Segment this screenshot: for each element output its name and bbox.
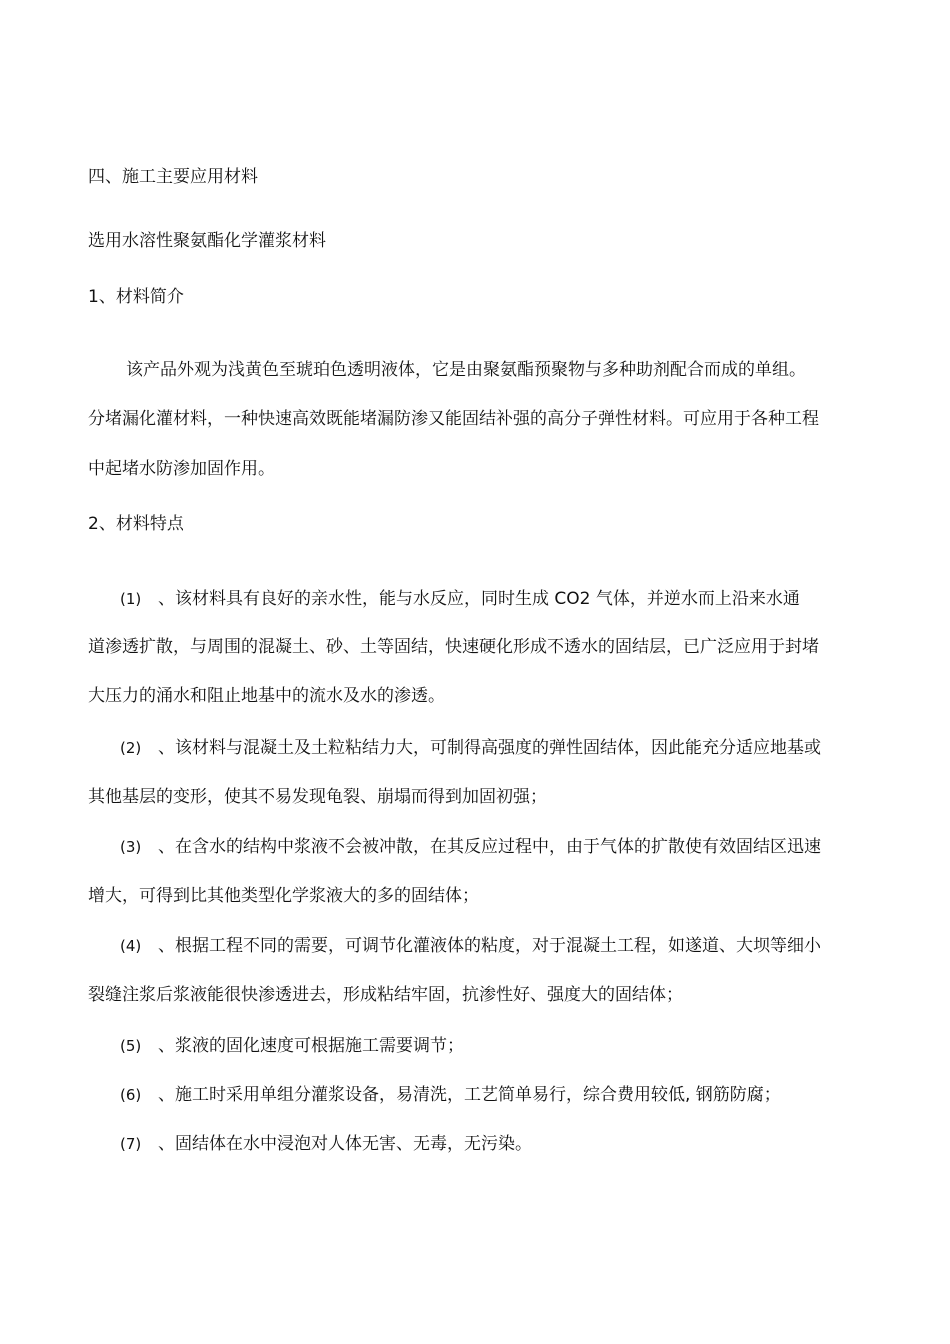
- feature-1-line-3: 大压力的涌水和阻止地基中的流水及水的渗透。: [88, 686, 445, 706]
- feature-text: 、施工时采用单组分灌浆设备，易清洗，工艺简单易行，综合费用较低, 钢筋防腐；: [158, 1085, 781, 1105]
- feature-3-line-2: 增大，可得到比其他类型化学浆液大的多的固结体；: [88, 886, 479, 906]
- feature-text: 、该材料与混凝土及土粒粘结力大，可制得高强度的弹性固结体，因此能充分适应地基或: [158, 738, 821, 758]
- feature-item-6: [120, 1087, 781, 1104]
- feature-item-7: [120, 1136, 532, 1153]
- intro-heading: 1、材料简介: [88, 287, 184, 307]
- feature-1-line-2: 道渗透扩散，与周围的混凝土、砂、土等固结，快速硬化形成不透水的固结层，已广泛应用于封堵: [88, 637, 819, 657]
- feature-number: (5): [120, 1037, 142, 1055]
- feature-item-2: [120, 740, 821, 757]
- section-title: 四、施工主要应用材料: [88, 167, 258, 187]
- feature-text: 、在含水的结构中浆液不会被冲散，在其反应过程中，由于气体的扩散使有效固结区迅速: [158, 837, 821, 857]
- feature-text: 、固结体在水中浸泡对人体无害、无毒，无污染。: [158, 1134, 532, 1154]
- feature-text: 、根据工程不同的需要，可调节化灌液体的粘度，对于混凝土工程，如遂道、大坝等细小: [158, 936, 821, 956]
- material-subtitle: 选用水溶性聚氨酯化学灌浆材料: [88, 231, 326, 251]
- feature-number: (6): [120, 1086, 142, 1104]
- feature-text: 、浆液的固化速度可根据施工需要调节；: [158, 1036, 464, 1056]
- feature-number: (4): [120, 937, 142, 955]
- feature-4-line-2: 裂缝注浆后浆液能很快渗透进去，形成粘结牢固，抗渗性好、强度大的固结体；: [88, 985, 683, 1005]
- intro-line-2: 分堵漏化灌材料，一种快速高效既能堵漏防渗又能固结补强的高分子弹性材料。可应用于各种工程: [88, 409, 819, 429]
- features-heading: 2、材料特点: [88, 514, 184, 534]
- intro-line-1: 该产品外观为浅黄色至琥珀色透明液体，它是由聚氨酯预聚物与多种助剂配合而成的单组。: [126, 360, 806, 380]
- intro-line-3: 中起堵水防渗加固作用。: [88, 459, 275, 479]
- feature-text: 、该材料具有良好的亲水性，能与水反应，同时生成 CO2 气体，并逆水而上沿来水通: [158, 589, 800, 609]
- feature-item-5: [120, 1038, 464, 1055]
- feature-number: (2): [120, 739, 142, 757]
- feature-number: (1): [120, 590, 142, 608]
- feature-item-3: [120, 839, 821, 856]
- feature-number: (3): [120, 838, 142, 856]
- feature-2-line-2: 其他基层的变形，使其不易发现龟裂、崩塌而得到加固初强；: [88, 787, 547, 807]
- feature-number: (7): [120, 1135, 142, 1153]
- feature-item-4: [120, 938, 821, 955]
- feature-item-1: [120, 591, 800, 608]
